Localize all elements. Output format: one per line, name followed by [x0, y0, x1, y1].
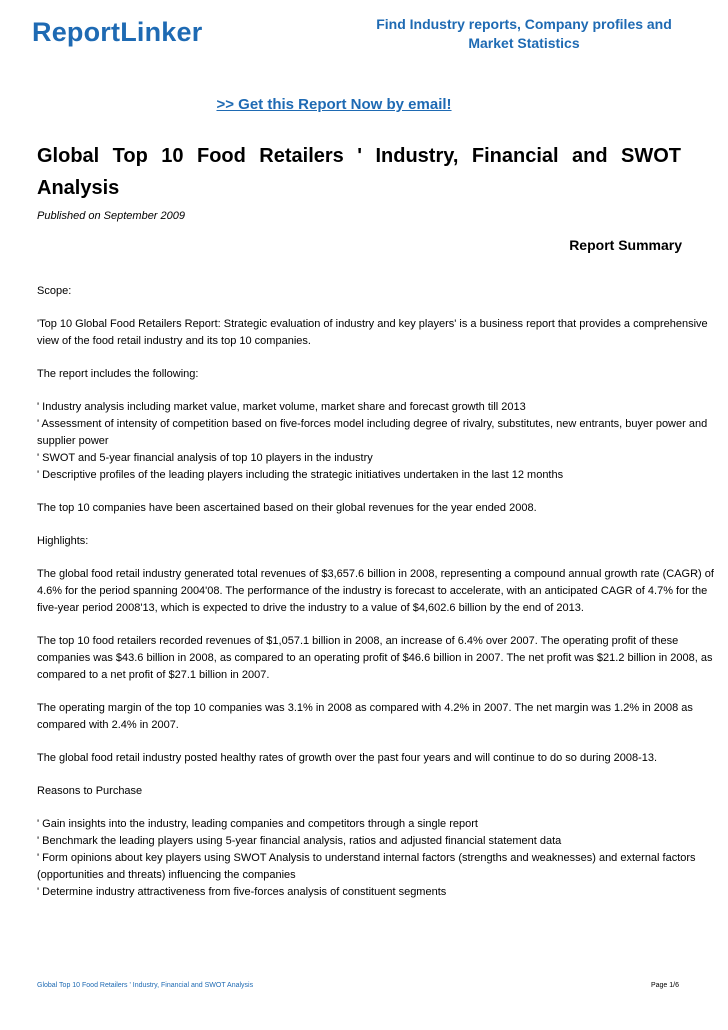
highlights-label: Highlights:	[37, 535, 89, 547]
list-item: ' Descriptive profiles of the leading players including the strategic initiatives undertaken in the last 12 months	[37, 469, 564, 481]
scope-label: Scope:	[37, 285, 72, 297]
report-body	[37, 283, 719, 917]
reasons-label: Reasons to Purchase	[37, 785, 143, 797]
highlight-paragraph: The global food retail industry generated total revenues of $3,657.6 billion in 2008, representing a compound annual growth rate (CAGR) of 4.6% for the period spanning 2004'08. The performance of the industry is forecast to accelerate, with an anticipated CAGR of 4.7% for the five-year period 2008'13, which is expected to drive the industry to a value of $4,602.6 billion by the end of 2013.	[37, 568, 714, 614]
footer-title-link[interactable]: Global Top 10 Food Retailers ' Industry, Financial and SWOT Analysis	[37, 982, 254, 989]
includes-list	[37, 399, 719, 484]
list-item: ' Form opinions about key players using SWOT Analysis to understand internal factors (strengths and weaknesses) and external factors (opportunities and threats) influencing the companies	[37, 852, 696, 881]
basis-paragraph: The top 10 companies have been ascertained based on their global revenues for the year ended 2008.	[37, 502, 537, 514]
list-item: ' Gain insights into the industry, leading companies and competitors through a single report	[37, 818, 478, 830]
highlight-paragraph: The operating margin of the top 10 companies was 3.1% in 2008 as compared with 4.2% in 2007. The net margin was 1.2% in 2008 as compared with 2.4% in 2007.	[37, 702, 693, 731]
published-date: Published on September 2009	[37, 210, 185, 222]
get-report-link[interactable]: >> Get this Report Now by email!	[216, 96, 452, 113]
report-summary-heading: Report Summary	[569, 237, 682, 253]
list-item: ' Benchmark the leading players using 5-year financial analysis, ratios and adjusted financial statement data	[37, 835, 562, 847]
reportlinker-logo[interactable]: ReportLinker	[32, 17, 203, 47]
list-item: ' Assessment of intensity of competition based on five-forces model including degree of rivalry, substitutes, new entrants, buyer power and supplier power	[37, 418, 708, 447]
highlight-paragraph: The top 10 food retailers recorded revenues of $1,057.1 billion in 2008, an increase of 6.4% over 2007. The operating profit of these companies was $43.6 billion in 2008, as compared to an operating profit of $46.6 billion in 2007. The net profit was $21.2 billion in 2008, as compared to a net profit of $27.1 billion in 2007.	[37, 635, 713, 681]
highlight-paragraph: The global food retail industry posted healthy rates of growth over the past four years and will continue to do so during 2008-13.	[37, 752, 658, 764]
reasons-list	[37, 816, 719, 901]
page-number: Page 1/6	[650, 982, 679, 989]
list-item: ' SWOT and 5-year financial analysis of top 10 players in the industry	[37, 452, 373, 464]
report-title: Global Top 10 Food Retailers ' Industry, Financial and SWOT Analysis	[37, 145, 681, 199]
list-item: ' Determine industry attractiveness from five-forces analysis of constituent segments	[37, 886, 447, 898]
includes-label: The report includes the following:	[37, 368, 199, 380]
intro-paragraph: 'Top 10 Global Food Retailers Report: Strategic evaluation of industry and key players' is a business report that provides a comprehensive view of the food retail industry and its top 10 companies.	[37, 318, 708, 347]
header-tagline: Find Industry reports, Company profiles and Market Statistics	[376, 16, 672, 51]
list-item: ' Industry analysis including market value, market volume, market share and forecast growth till 2013	[37, 401, 526, 413]
